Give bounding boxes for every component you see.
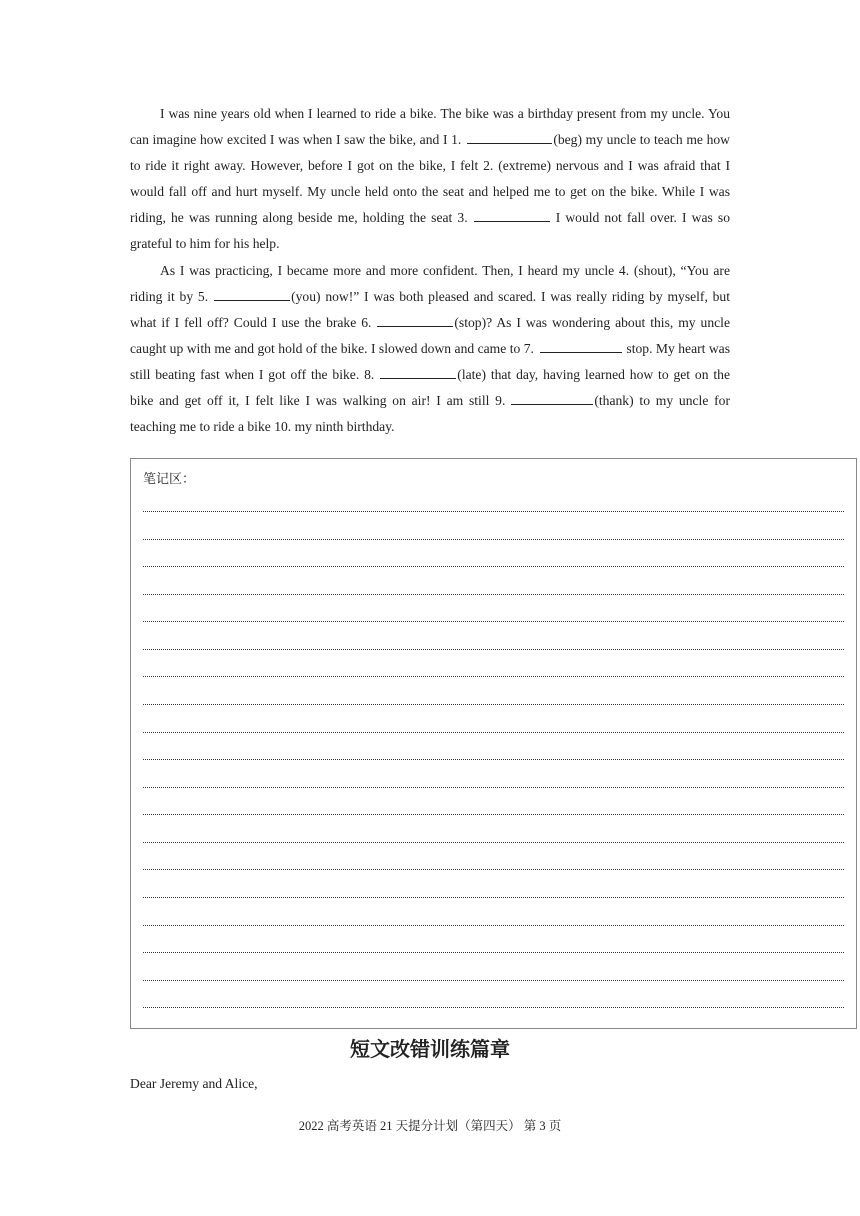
- ruled-line: [143, 621, 844, 622]
- ruled-line: [143, 539, 844, 540]
- ruled-line: [143, 511, 844, 512]
- ruled-line: [143, 594, 844, 595]
- blank-5[interactable]: [214, 286, 290, 301]
- passage-text: stop. My heart was still beating fast when I got off the bike. 8.: [130, 340, 730, 382]
- ruled-line: [143, 649, 844, 650]
- ruled-line: [143, 566, 844, 567]
- paragraph-1: [130, 101, 730, 258]
- ruled-line: [143, 787, 844, 788]
- notes-area[interactable]: [130, 458, 857, 1029]
- section-title: 短文改错训练篇章: [350, 1037, 510, 1061]
- letter-salutation: Dear Jeremy and Alice,: [130, 1076, 258, 1091]
- ruled-line: [143, 980, 844, 981]
- blank-3[interactable]: [474, 207, 550, 222]
- passage-text: (thank) to my uncle for teaching me to ride a bike 10. my ninth birthday.: [130, 393, 730, 435]
- notes-label: 笔记区：: [143, 472, 196, 487]
- ruled-line: [143, 1007, 844, 1008]
- passage-text: (stop)? As I was wondering about this, my uncle caught up with me and got hold of the bike. I slowed down and came to 7.: [130, 314, 730, 356]
- blank-6[interactable]: [377, 312, 453, 327]
- ruled-line: [143, 814, 844, 815]
- ruled-line: [143, 869, 844, 870]
- ruled-line: [143, 897, 844, 898]
- passage-text: As I was practicing, I became more and more confident. Then, I heard my uncle 4. (shout), “You are riding it by 5.: [130, 262, 730, 304]
- ruled-line: [143, 732, 844, 733]
- passage-text: (late) that day, having learned how to get on the bike and get off it, I felt like I was walking on air! I am still 9.: [130, 366, 730, 409]
- reading-passage: [130, 101, 730, 440]
- blank-1[interactable]: [467, 129, 552, 144]
- paragraph-2: [130, 258, 730, 441]
- ruled-line: [143, 676, 844, 677]
- ruled-line: [143, 952, 844, 953]
- passage-text: I would not fall over. I was so grateful to him for his help.: [130, 210, 730, 252]
- blank-9[interactable]: [511, 390, 593, 405]
- ruled-line: [143, 759, 844, 760]
- ruled-line: [143, 925, 844, 926]
- blank-7[interactable]: [540, 338, 622, 353]
- passage-text: (beg) my uncle to teach me how to ride it right away. However, before I got on the bike, I felt 2. (extreme) nervous and I was afraid that I would fall off and hurt myself. My uncle held onto the seat and helped me to get on the bike. While I was riding, he was running along beside me, holding the seat 3.: [130, 132, 730, 226]
- passage-text: (you) now!” I was both pleased and scared. I was really riding by myself, but what if I fell off? Could I use the brake 6.: [130, 288, 730, 330]
- ruled-line: [143, 704, 844, 705]
- blank-8[interactable]: [380, 364, 456, 379]
- passage-text: I was nine years old when I learned to ride a bike. The bike was a birthday present from my uncle. You can imagine how excited I was when I saw the bike, and I 1.: [130, 106, 730, 148]
- ruled-line: [143, 842, 844, 843]
- page-footer: 2022 高考英语 21 天提分计划（第四天） 第 3 页: [298, 1119, 562, 1133]
